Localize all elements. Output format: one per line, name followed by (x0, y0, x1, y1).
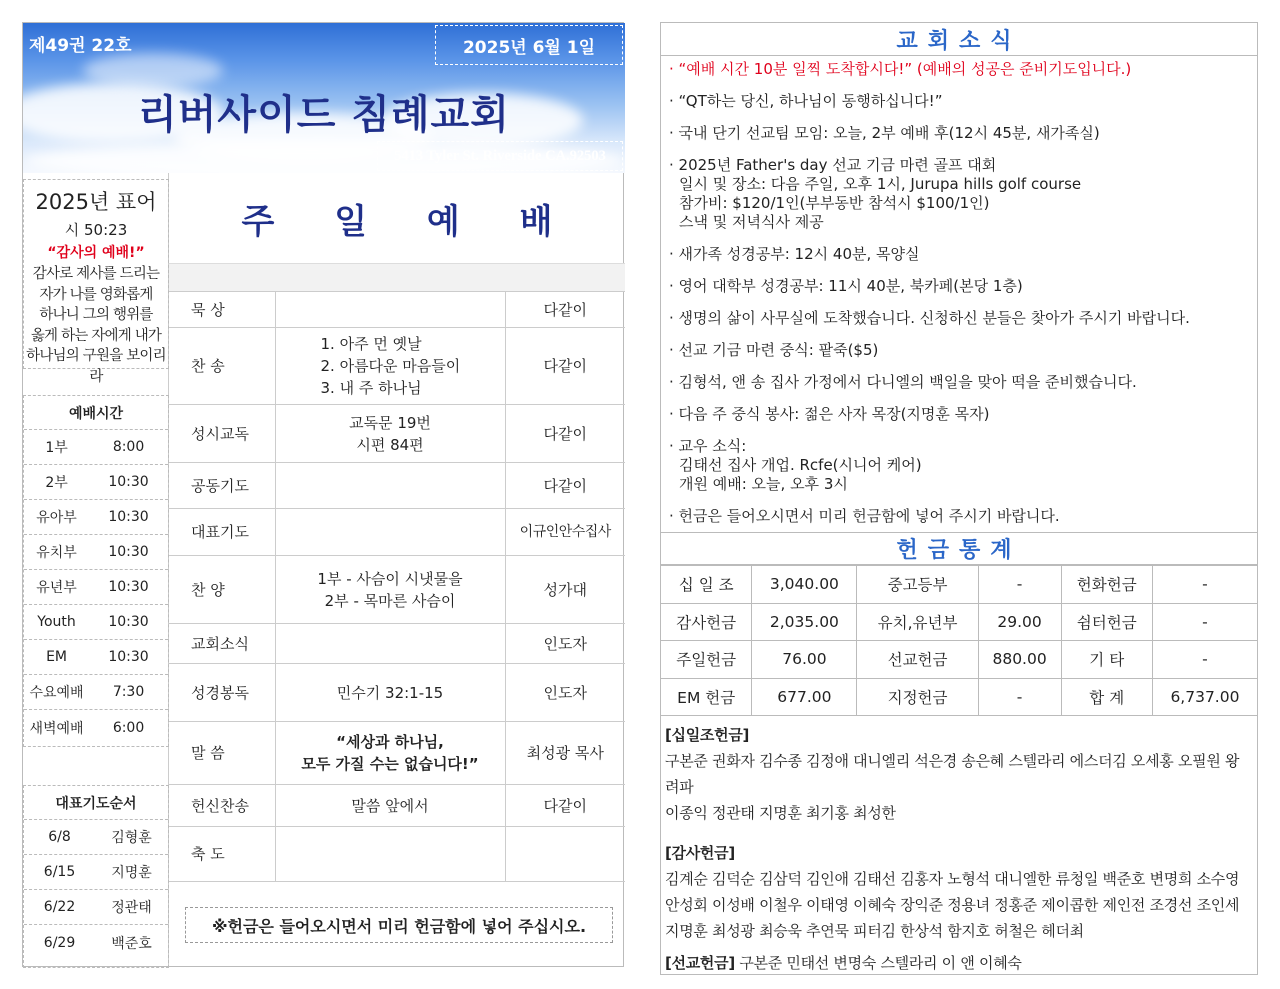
order-content (275, 328, 505, 405)
schedule-time: 7:30 (112, 684, 145, 700)
order-item: 교회소식 (169, 624, 275, 664)
worship-section (169, 173, 625, 882)
prayer-date: 6/29 (43, 934, 76, 951)
prayer-order-header: 대표기도순서 (24, 786, 168, 820)
order-item: 축 도 (169, 827, 275, 882)
order-row (169, 785, 625, 827)
offering-label: 선교헌금 (857, 641, 978, 679)
schedule-time: 10:30 (108, 544, 149, 560)
news-subitem: 일시 및 장소: 다음 주일, 오후 1시, Jurupa hills golf course (679, 175, 1082, 193)
prayer-name: 정관태 (111, 900, 152, 916)
order-by: 이규인안수집사 (505, 509, 625, 556)
offering-label: 쉼터헌금 (1061, 603, 1152, 641)
offering-amount: - (1152, 603, 1257, 641)
news-item: · 김형석, 앤 송 집사 가정에서 다니엘의 백일을 맞아 떡을 준비했습니다. (669, 373, 1137, 391)
schedule-time: 10:30 (108, 649, 149, 665)
news-item: · 선교 기금 마련 중식: 팥죽($5) (669, 341, 879, 359)
schedule-name: 2부 (45, 475, 68, 491)
news-title: 교회소식 (660, 22, 1258, 56)
offering-amount: - (1152, 566, 1257, 604)
offering-amount: 3,040.00 (752, 566, 857, 604)
verse-body (24, 264, 168, 387)
prayer-row (24, 820, 168, 855)
prayer-row (24, 855, 168, 890)
schedule-row (24, 605, 168, 640)
worship-title: 주 일 예 배 (241, 201, 577, 242)
news-item: · 2025년 Father's day 선교 기금 마련 골프 대회 (669, 156, 997, 174)
bulletin-date: 2025년 6월 1일 (435, 25, 623, 65)
header-banner (23, 23, 625, 173)
offering-names (660, 716, 1258, 974)
order-item: 묵 상 (169, 292, 275, 328)
schedule-row (24, 430, 168, 465)
news-item: · “QT하는 당신, 하나님이 동행하십니다!” (669, 92, 943, 110)
volume-number: 제49권 22호 (29, 36, 132, 56)
news-subitem: 참가비: $120/1인(부부동반 참석시 $100/1인) (679, 194, 990, 212)
news-list (660, 56, 1258, 533)
news-item: · “예배 시간 10분 일찍 도착합시다!” (예배의 성공은 준비기도입니다.) (669, 60, 1132, 78)
praise-line: 1부 - 사슴이 시냇물을 (317, 569, 463, 588)
reading-line: 시편 84편 (356, 435, 424, 454)
order-row (169, 292, 625, 328)
schedule-name: 유치부 (36, 545, 77, 561)
schedule-header: 예배시간 (24, 396, 168, 430)
tithe-names: 구본준 권화자 김수종 김정애 대니엘리 석은경 송은혜 스텔라리 에스더김 오세홍 오필원 왕려파 (665, 752, 1240, 796)
order-content: 말씀 앞에서 (275, 785, 505, 827)
order-content (275, 463, 505, 509)
order-content (275, 292, 505, 328)
tithe-names: 이종익 정관태 지명훈 최기홍 최성한 (665, 804, 896, 822)
order-row (169, 328, 625, 405)
prayer-name: 백준호 (111, 935, 152, 952)
verse-line: 하나니 그의 행위를 (39, 307, 153, 323)
order-row (169, 463, 625, 509)
prayer-order (23, 785, 169, 968)
order-by: 성가대 (505, 556, 625, 624)
offering-notice: ※헌금은 들어오시면서 미리 헌금함에 넣어 주십시오. (185, 907, 613, 943)
mission-names: 구본준 민태선 변명숙 스텔라리 이 앤 이혜숙 (739, 954, 1022, 972)
divider (169, 263, 625, 291)
offering-title: 헌금통계 (660, 533, 1258, 565)
offering-amount: - (978, 566, 1061, 604)
news-item-group (669, 437, 1249, 494)
sermon-title (275, 722, 505, 785)
offering-row (661, 566, 1258, 604)
news-item: · 생명의 삶이 사무실에 도착했습니다. 신청하신 분들은 찾아가 주시기 바랍니다. (669, 309, 1190, 327)
thanks-label: [감사헌금] (665, 844, 735, 862)
news-item: · 국내 단기 선교팀 모임: 오늘, 2부 예배 후(12시 45분, 새가족실) (669, 124, 1100, 142)
schedule-name: Youth (37, 614, 76, 630)
order-by: 최성광 목사 (505, 722, 625, 785)
prayer-name: 김형훈 (111, 830, 152, 846)
order-by: 다같이 (505, 785, 625, 827)
news-subitem: 개원 예배: 오늘, 오후 3시 (679, 475, 848, 493)
news-item-group (669, 156, 1249, 232)
offering-amount: 880.00 (978, 641, 1061, 679)
hymn-1: 1. 아주 먼 옛날 (320, 335, 422, 353)
order-item: 공동기도 (169, 463, 275, 509)
order-content (275, 509, 505, 556)
order-row (169, 664, 625, 722)
order-row (169, 827, 625, 882)
offering-label: EM 헌금 (661, 678, 752, 716)
sermon-line: 모두 가질 수는 없습니다!” (301, 755, 479, 773)
schedule-name: 유아부 (36, 510, 77, 526)
offering-amount: - (978, 678, 1061, 716)
prayer-row (24, 925, 168, 960)
offering-label: 십 일 조 (661, 566, 752, 604)
order-content (275, 556, 505, 624)
right-page (660, 22, 1258, 989)
prayer-date: 6/15 (43, 864, 76, 880)
verse-reference: 시 50:23 (64, 221, 128, 239)
offering-amount: 677.00 (752, 678, 857, 716)
news-item: · 새가족 성경공부: 12시 40분, 목양실 (669, 245, 920, 263)
schedule-name: EM (46, 649, 68, 665)
offering-label: 주일헌금 (661, 641, 752, 679)
schedule-name: 유년부 (36, 580, 77, 596)
order-row (169, 405, 625, 463)
prayer-row (24, 890, 168, 925)
offering-label: 중고등부 (857, 566, 978, 604)
offering-amount: - (1152, 641, 1257, 679)
prayer-name: 지명훈 (111, 865, 152, 881)
praise-line: 2부 - 목마른 사슴이 (324, 591, 456, 610)
schedule-name: 1부 (45, 440, 68, 456)
verse-line: 감사로 제사를 드리는 (32, 266, 160, 282)
reading-line: 교독문 19번 (349, 413, 431, 432)
news-item: · 헌금은 들어오시면서 미리 헌금함에 넣어 주시기 바랍니다. (669, 507, 1060, 525)
offering-row (661, 641, 1258, 679)
order-content (275, 624, 505, 664)
offering-label: 유치,유년부 (857, 603, 978, 641)
worship-schedule (23, 395, 169, 747)
news-item: · 교우 소식: (669, 437, 747, 455)
offering-amount: 76.00 (752, 641, 857, 679)
schedule-time: 10:30 (108, 614, 149, 630)
offering-label: 합 계 (1061, 678, 1152, 716)
schedule-name: 수요예배 (29, 685, 84, 701)
worship-order-table (169, 291, 625, 882)
verse-line: 자가 나를 영화롭게 (39, 286, 153, 303)
thanks-section (665, 840, 1253, 944)
order-by (505, 827, 625, 882)
order-item: 찬 송 (169, 328, 275, 405)
order-row (169, 556, 625, 624)
news-subitem: 김태선 집사 개업. Rcfe(시니어 케어) (679, 456, 922, 474)
schedule-row (24, 465, 168, 500)
offering-label: 지정헌금 (857, 678, 978, 716)
mission-section (665, 950, 1253, 976)
tithe-section (665, 722, 1253, 826)
mission-label: [선교헌금] (665, 954, 735, 972)
schedule-row (24, 710, 168, 745)
order-item: 성경봉독 (169, 664, 275, 722)
order-item: 성시교독 (169, 405, 275, 463)
sidebar (23, 173, 169, 968)
offering-table (660, 565, 1258, 716)
schedule-name: 새벽예배 (29, 720, 84, 737)
schedule-row (24, 570, 168, 605)
schedule-time: 10:30 (108, 509, 149, 525)
offering-row (661, 678, 1258, 716)
prayer-date: 6/22 (43, 899, 76, 915)
order-item: 말 씀 (169, 722, 275, 785)
sermon-line: “세상과 하나님, (336, 733, 444, 751)
order-item: 찬 양 (169, 556, 275, 624)
verse-line: 하나님의 구원을 보이리라 (26, 348, 166, 385)
order-content (275, 827, 505, 882)
news-item: · 다음 주 중식 봉사: 젊은 사자 목장(지명훈 목자) (669, 405, 990, 423)
order-by: 다같이 (505, 405, 625, 463)
thanks-names: 지명훈 최성광 최승욱 추연묵 피터김 한상석 함지호 허철은 헤더최 (665, 922, 1084, 940)
schedule-row (24, 500, 168, 535)
verse-year-label: 2025년 표어 (35, 190, 157, 214)
news-item: · 영어 대학부 성경공부: 11시 40분, 북카페(본당 1층) (669, 277, 1023, 295)
thanks-names: 김계순 김덕순 김삼덕 김인애 김태선 김홍자 노형석 대니엘한 류청일 백준호 변명희 소수영 (665, 870, 1240, 888)
tithe-label: [십일조헌금] (665, 726, 750, 744)
schedule-row (24, 675, 168, 710)
church-address: 5413 Tyler St. Riverside CA.92503 (377, 141, 623, 171)
news-subitem: 스낵 및 저녁식사 제공 (679, 213, 824, 231)
offering-amount: 2,035.00 (752, 603, 857, 641)
schedule-time: 10:30 (108, 579, 149, 595)
order-content (275, 405, 505, 463)
offering-row (661, 603, 1258, 641)
offering-label: 기 타 (1061, 641, 1152, 679)
left-page (22, 22, 624, 967)
order-by: 인도자 (505, 624, 625, 664)
hymn-2: 2. 아름다운 마음들이 (320, 357, 461, 375)
order-item: 헌신찬송 (169, 785, 275, 827)
order-content: 민수기 32:1-15 (275, 664, 505, 722)
verse-line: 옳게 하는 자에게 내가 (30, 327, 162, 344)
order-by: 다같이 (505, 328, 625, 405)
order-row (169, 722, 625, 785)
thanks-names: 안성회 이성배 이철우 이태영 이혜숙 장익준 정용녀 정홍준 제이콥한 제인전 조경선 조인세 (665, 896, 1240, 914)
schedule-row (24, 535, 168, 570)
schedule-row (24, 640, 168, 675)
verse-title: “감사의 예배!” (47, 245, 145, 261)
schedule-time: 8:00 (112, 439, 145, 455)
offering-label: 헌화헌금 (1061, 566, 1152, 604)
hymn-3: 3. 내 주 하나님 (320, 379, 422, 397)
schedule-time: 10:30 (108, 474, 149, 490)
order-by: 다같이 (505, 292, 625, 328)
offering-amount: 29.00 (978, 603, 1061, 641)
verse-box (23, 179, 169, 385)
schedule-time: 6:00 (112, 719, 145, 736)
order-item: 대표기도 (169, 509, 275, 556)
prayer-date: 6/8 (48, 829, 71, 845)
offering-label: 감사헌금 (661, 603, 752, 641)
church-name: 리버사이드 침례교회 (138, 92, 510, 138)
order-by: 인도자 (505, 664, 625, 722)
order-row (169, 624, 625, 664)
offering-total: 6,737.00 (1152, 678, 1257, 716)
order-by: 다같이 (505, 463, 625, 509)
order-row (169, 509, 625, 556)
